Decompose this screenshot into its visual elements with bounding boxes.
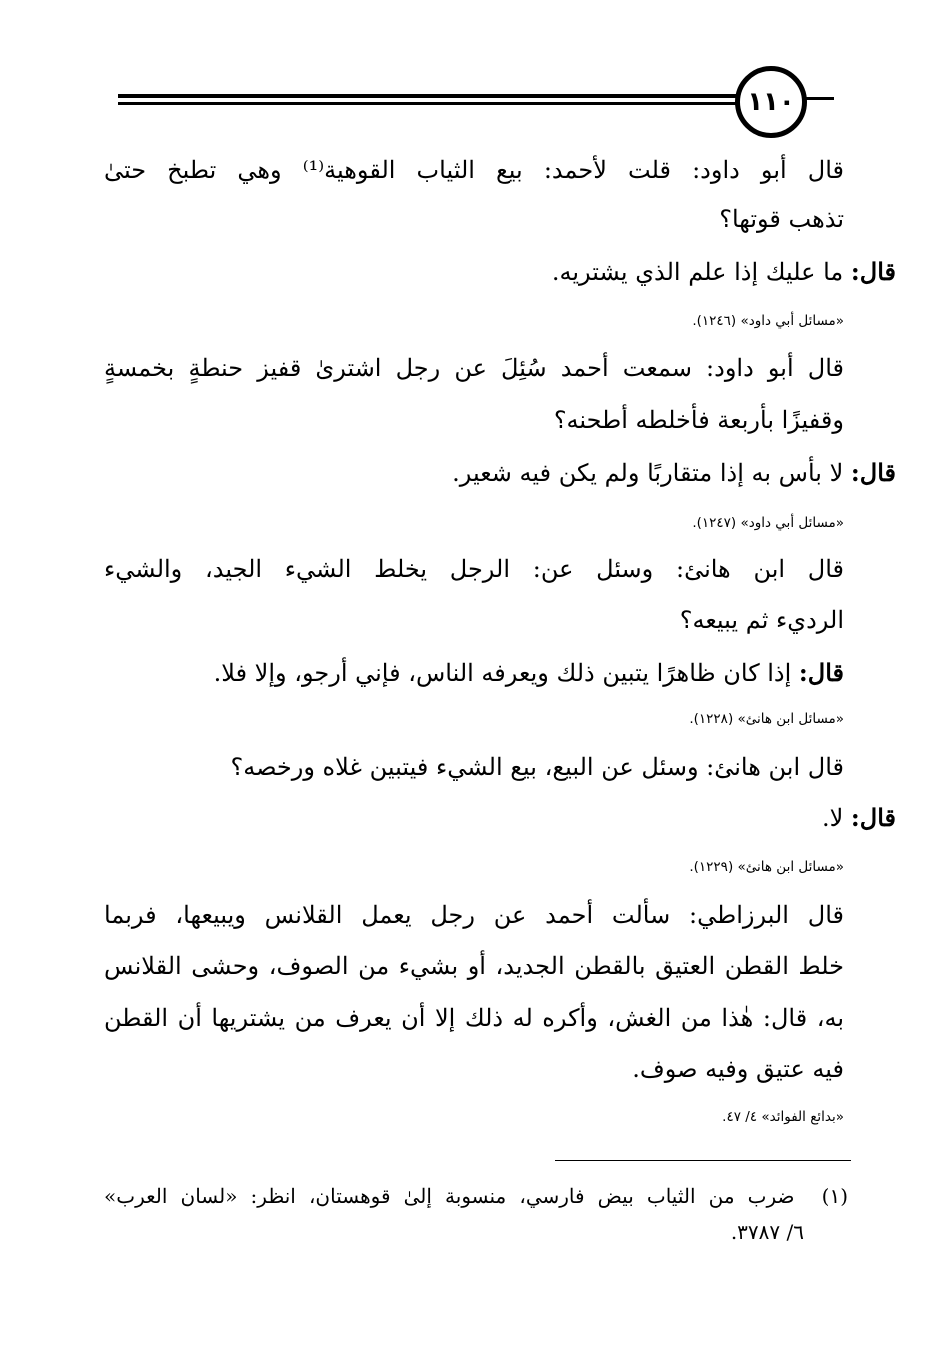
entry-3-source: «مسائل ابن هانئ» (١٢٢٨). — [689, 711, 844, 727]
entry-5-line-2: خلط القطن العتيق بالقطن الجديد، أو بشيء من الصوف، وحشى القلانس — [104, 952, 844, 980]
answer-text: لا. — [821, 804, 844, 832]
entry-2-question-line-2: وقفيزًا بأربعة فأخلطه أطحنه؟ — [553, 406, 844, 434]
page-number: ١١٠ — [735, 66, 807, 138]
entry-3-answer — [214, 657, 844, 689]
answer-label: قال: — [850, 257, 896, 286]
answer-text: لا بأس به إذا متقاربًا ولم يكن فيه شعير. — [452, 459, 844, 487]
entry-1-question-line-2: تذهب قوتها؟ — [719, 205, 844, 233]
entry-1-question-line-1: قال أبو داود: قلت لأحمد: بيع الثياب القوهية⁽¹⁾ وهي تطبخ حتىٰ — [104, 156, 844, 184]
entry-1-answer — [552, 256, 896, 288]
answer-label: قال: — [850, 458, 896, 487]
header-rule — [118, 94, 740, 98]
entry-3-question-line-2: الرديء ثم يبيعه؟ — [679, 606, 844, 634]
entry-2-source: «مسائل أبي داود» (١٢٤٧). — [692, 515, 844, 531]
answer-label: قال: — [798, 658, 844, 687]
header-rule-tail — [806, 97, 834, 100]
entry-5-line-3: به، قال: هٰذا من الغش، وأكره له ذلك إلا أن يعرف من يشتريها أن القطن — [104, 1004, 844, 1032]
footnote-number: (١) — [821, 1184, 848, 1208]
header-rule-inner — [118, 102, 740, 105]
entry-2-answer — [452, 457, 896, 489]
answer-text: إذا كان ظاهرًا يتبين ذلك ويعرفه الناس، فإني أرجو، وإلا فلا. — [213, 659, 792, 687]
entry-1-source: «مسائل أبي داود» (١٢٤٦). — [692, 313, 844, 329]
entry-5-source: «بدائع الفوائد» ٤/ ٤٧. — [722, 1109, 844, 1125]
footnote-text: ضرب من الثياب بيض فارسي، منسوبة إلىٰ قوهستان، انظر: «لسان العرب» — [104, 1184, 795, 1208]
entry-4-source: «مسائل ابن هانئ» (١٢٢٩). — [689, 859, 844, 875]
footnote-line-2: ٦/ ٣٧٨٧. — [730, 1220, 804, 1244]
footnote-separator — [555, 1160, 851, 1161]
entry-4-answer — [822, 802, 896, 834]
entry-4-question-line-1: قال ابن هانئ: وسئل عن البيع، بيع الشيء فيتبين غلاه ورخصه؟ — [230, 753, 844, 781]
answer-text: ما عليك إذا علم الذي يشتريه. — [551, 258, 844, 286]
answer-label: قال: — [850, 803, 896, 832]
footnote-line-1 — [104, 1182, 848, 1210]
entry-5-line-4: فيه عتيق وفيه صوف. — [632, 1055, 844, 1083]
entry-2-question-line-1: قال أبو داود: سمعت أحمد سُئِلَ عن رجل اشترىٰ قفيز حنطةٍ بخمسةٍ — [104, 354, 844, 382]
entry-3-question-line-1: قال ابن هانئ: وسئل عن: الرجل يخلط الشيء الجيد، والشيء — [104, 555, 844, 583]
entry-5-line-1: قال البرزاطي: سألت أحمد عن رجل يعمل القلانس ويبيعها، فربما — [104, 901, 844, 929]
